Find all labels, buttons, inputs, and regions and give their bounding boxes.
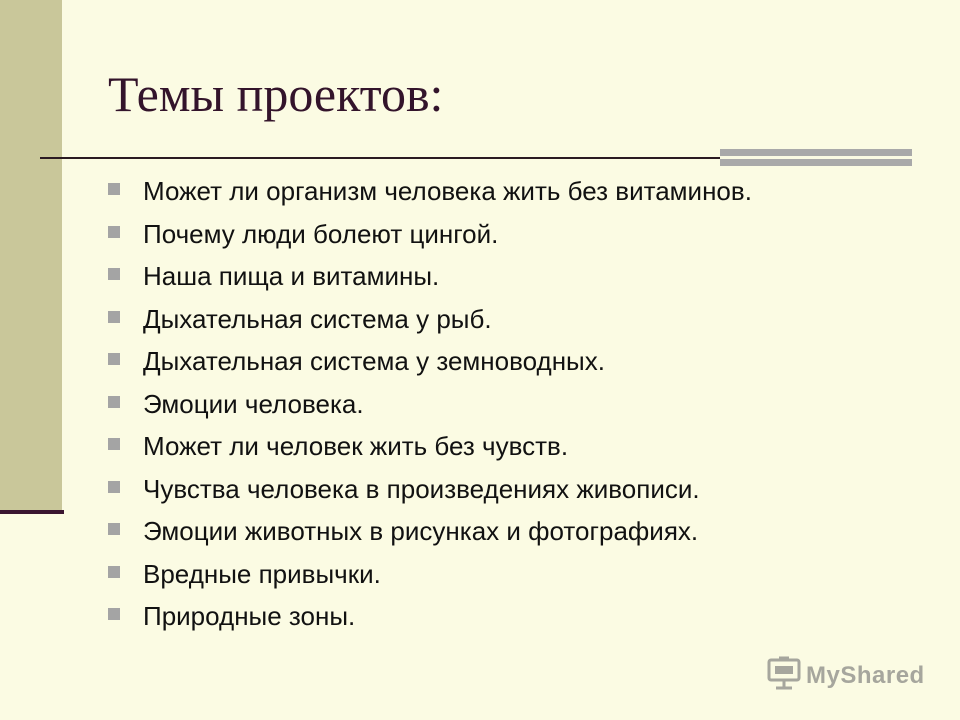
topic-text: Наша пища и витамины. — [143, 261, 440, 291]
square-bullet-icon — [108, 183, 120, 195]
square-bullet-icon — [108, 353, 120, 365]
topic-text: Эмоции животных в рисунках и фотографиях. — [143, 516, 699, 546]
slide-title: Темы проектов: — [108, 66, 444, 122]
square-bullet-icon — [108, 396, 120, 408]
square-bullet-icon — [108, 523, 120, 535]
left-bar-accent-line — [0, 510, 64, 514]
topic-text: Дыхательная система у земноводных. — [143, 346, 605, 376]
topic-text: Эмоции человека. — [143, 388, 364, 419]
topic-text: Может ли организм человека жить без витаминов. — [143, 176, 752, 206]
topic-text: Дыхательная система у рыб. — [143, 303, 492, 334]
topic-text: Природные зоны. — [143, 601, 356, 631]
square-bullet-icon — [108, 226, 120, 238]
square-bullet-icon — [108, 438, 120, 450]
title-underline — [40, 157, 720, 159]
topic-text: Вредные привычки. — [143, 558, 381, 589]
square-bullet-icon — [108, 311, 120, 323]
square-bullet-icon — [108, 608, 120, 620]
square-bullet-icon — [108, 268, 120, 280]
square-bullet-icon — [108, 566, 120, 578]
watermark — [766, 656, 925, 695]
left-decorative-bar — [0, 0, 62, 510]
title-underline-block-gap — [720, 156, 912, 159]
topic-text: Почему люди болеют цингой. — [143, 218, 499, 249]
topic-text: Может ли человек жить без чувств. — [143, 431, 569, 461]
topic-text: Чувства человека в произведениях живописи. — [143, 473, 700, 504]
presentation-board-icon — [766, 656, 802, 695]
square-bullet-icon — [108, 481, 120, 493]
watermark-text: MyShared — [806, 661, 925, 689]
